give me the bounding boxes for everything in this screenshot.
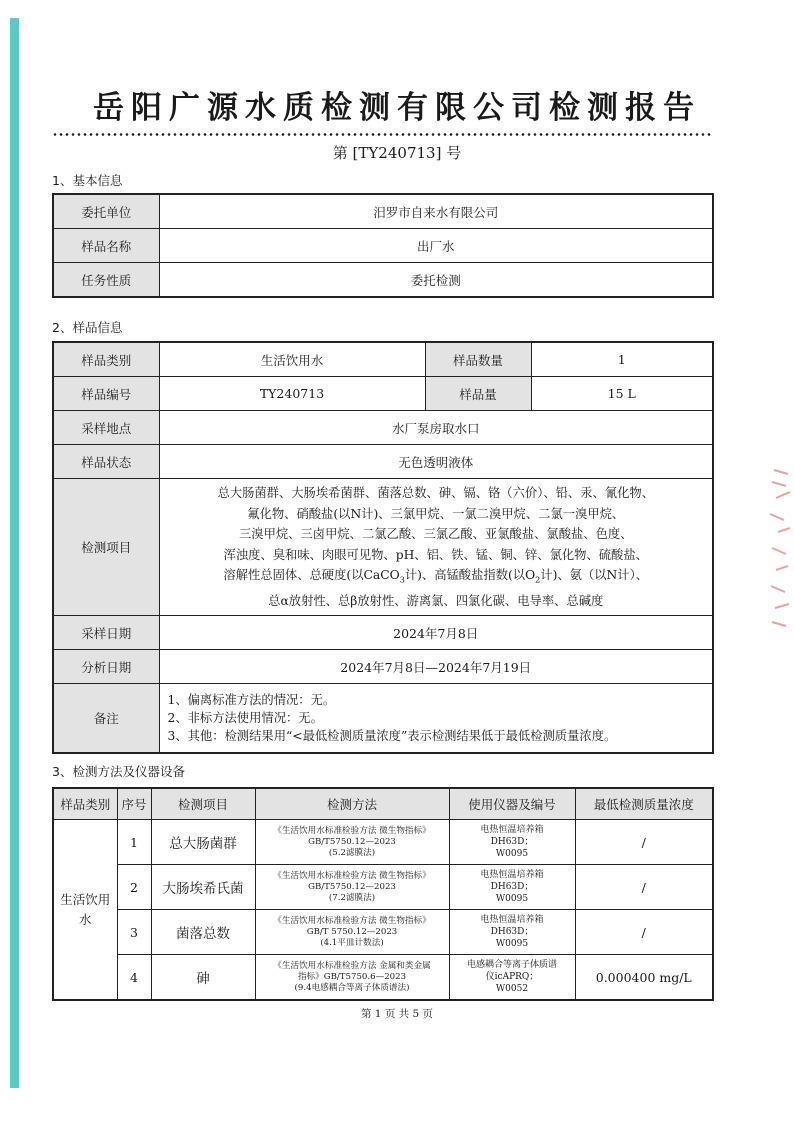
dotted-divider bbox=[52, 133, 712, 136]
report-number: 第 [TY240713] 号 bbox=[332, 144, 462, 162]
row-item: 菌落总数 bbox=[151, 910, 255, 955]
test-items-line: 氟化物、硝酸盐(以N计)、三氯甲烷、一氯二溴甲烷、二氯一溴甲烷、 bbox=[247, 506, 625, 521]
binding-strip bbox=[10, 18, 19, 1088]
sample-info-table bbox=[52, 341, 714, 754]
sampling-site-label: 采样地点 bbox=[53, 411, 159, 445]
section-1-heading: 1、基本信息 bbox=[52, 173, 123, 188]
task-nature-value: 委托检测 bbox=[159, 263, 713, 298]
methods-table bbox=[52, 787, 714, 1001]
note-line: 2、非标方法使用情况：无。 bbox=[167, 711, 323, 726]
analysis-date-value: 2024年7月8日—2024年7月19日 bbox=[159, 650, 713, 684]
table-row bbox=[53, 194, 713, 229]
sample-id-value: TY240713 bbox=[159, 377, 425, 411]
sample-state-value: 无色透明液体 bbox=[159, 445, 713, 479]
test-items-line: 浑浊度、臭和味、肉眼可见物、pH、铝、铁、锰、铜、锌、氯化物、硫酸盐、 bbox=[223, 547, 648, 562]
notes-label: 备注 bbox=[53, 684, 159, 754]
row-limit: / bbox=[575, 820, 713, 865]
test-items-label: 检测项目 bbox=[53, 479, 159, 616]
sample-volume-label: 样品量 bbox=[425, 377, 531, 411]
row-limit: 0.000400 mg/L bbox=[575, 955, 713, 1001]
table-row bbox=[53, 955, 713, 1001]
basic-info-table bbox=[52, 193, 714, 298]
header-instrument: 使用仪器及编号 bbox=[449, 788, 575, 820]
table-row bbox=[53, 229, 713, 263]
notes-value bbox=[159, 684, 713, 754]
row-instrument: 电热恒温培养箱 DH63D； W0095 bbox=[449, 820, 575, 865]
section-3-heading: 3、检测方法及仪器设备 bbox=[52, 764, 185, 779]
header-item: 检测项目 bbox=[151, 788, 255, 820]
header-no: 序号 bbox=[117, 788, 151, 820]
table-row bbox=[53, 650, 713, 684]
test-items-value bbox=[159, 479, 713, 616]
sample-state-label: 样品状态 bbox=[53, 445, 159, 479]
row-instrument: 电热恒温培养箱 DH63D； W0095 bbox=[449, 865, 575, 910]
row-no: 4 bbox=[117, 955, 151, 1001]
test-items-line: 总α放射性、总β放射性、游离氯、四氯化碳、电导率、总碱度 bbox=[268, 593, 604, 608]
sample-type-value: 生活饮用水 bbox=[159, 342, 425, 377]
sampling-site-value: 水厂泵房取水口 bbox=[159, 411, 713, 445]
row-item: 总大肠菌群 bbox=[151, 820, 255, 865]
sample-type-label: 样品类别 bbox=[53, 342, 159, 377]
header-sample-type: 样品类别 bbox=[53, 788, 117, 820]
row-limit: / bbox=[575, 865, 713, 910]
table-row bbox=[53, 820, 713, 865]
page-footer: 第 1 页 共 5 页 bbox=[360, 1008, 434, 1020]
analysis-date-label: 分析日期 bbox=[53, 650, 159, 684]
row-method: 《生活饮用水标准检验方法 金属和类金属 指标》GB/T5750.6—2023 (9.4电感耦合等离子体质谱法) bbox=[255, 955, 449, 1001]
page-title: 岳阳广源水质检测有限公司检测报告 bbox=[93, 90, 701, 126]
sample-volume-value: 15 L bbox=[531, 377, 713, 411]
row-no: 2 bbox=[117, 865, 151, 910]
table-row bbox=[53, 865, 713, 910]
note-line: 1、偏离标准方法的情况：无。 bbox=[167, 693, 336, 708]
row-limit: / bbox=[575, 910, 713, 955]
row-item: 大肠埃希氏菌 bbox=[151, 865, 255, 910]
row-method: 《生活饮用水标准检验方法 微生物指标》 GB/T5750.12—2023 (7.2滤膜法) bbox=[255, 865, 449, 910]
test-items-line: 三溴甲烷、三卤甲烷、二氯乙酸、三氯乙酸、亚氯酸盐、氯酸盐、色度、 bbox=[238, 527, 633, 541]
sample-name-label: 样品名称 bbox=[53, 229, 159, 263]
sample-id-label: 样品编号 bbox=[53, 377, 159, 411]
category-cell: 生活饮用水 bbox=[53, 820, 117, 1001]
table-row bbox=[53, 445, 713, 479]
row-method: 《生活饮用水标准检验方法 微生物指标》 GB/T 5750.12—2023 (4.1平皿计数法) bbox=[255, 910, 449, 955]
table-row bbox=[53, 684, 713, 754]
row-item: 砷 bbox=[151, 955, 255, 1001]
sampling-date-label: 采样日期 bbox=[53, 616, 159, 650]
row-no: 3 bbox=[117, 910, 151, 955]
test-items-line: 溶解性总固体、总硬度(以CaCO$_3$计)、高锰酸盐指数(以$O_2$计)、氨（以N计）、 bbox=[223, 568, 649, 585]
client-value: 汨罗市自来水有限公司 bbox=[159, 194, 713, 229]
note-line: 3、其他：检测结果用“<最低检测质量浓度”表示检测结果低于最低检测质量浓度。 bbox=[167, 729, 617, 744]
test-items-line: 总大肠菌群、大肠埃希菌群、菌落总数、砷、镉、铬（六价）、铅、汞、氰化物、 bbox=[217, 486, 655, 500]
table-header-row bbox=[53, 788, 713, 820]
table-row bbox=[53, 377, 713, 411]
row-no: 1 bbox=[117, 820, 151, 865]
seal-stamp-edge bbox=[766, 462, 792, 632]
table-row bbox=[53, 342, 713, 377]
section-2-heading: 2、样品信息 bbox=[52, 320, 123, 335]
client-label: 委托单位 bbox=[53, 194, 159, 229]
table-row bbox=[53, 411, 713, 445]
table-row bbox=[53, 910, 713, 955]
task-nature-label: 任务性质 bbox=[53, 263, 159, 298]
table-row bbox=[53, 616, 713, 650]
sample-name-value: 出厂水 bbox=[159, 229, 713, 263]
row-method: 《生活饮用水标准检验方法 微生物指标》 GB/T5750.12—2023 (5.2滤膜法) bbox=[255, 820, 449, 865]
header-limit: 最低检测质量浓度 bbox=[575, 788, 713, 820]
table-row bbox=[53, 263, 713, 298]
sample-count-label: 样品数量 bbox=[425, 342, 531, 377]
row-instrument: 电感耦合等离子体质谱 仪icAPRQ； W0052 bbox=[449, 955, 575, 1001]
sampling-date-value: 2024年7月8日 bbox=[159, 616, 713, 650]
table-row bbox=[53, 479, 713, 616]
header-method: 检测方法 bbox=[255, 788, 449, 820]
sample-count-value: 1 bbox=[531, 342, 713, 377]
row-instrument: 电热恒温培养箱 DH63D； W0095 bbox=[449, 910, 575, 955]
